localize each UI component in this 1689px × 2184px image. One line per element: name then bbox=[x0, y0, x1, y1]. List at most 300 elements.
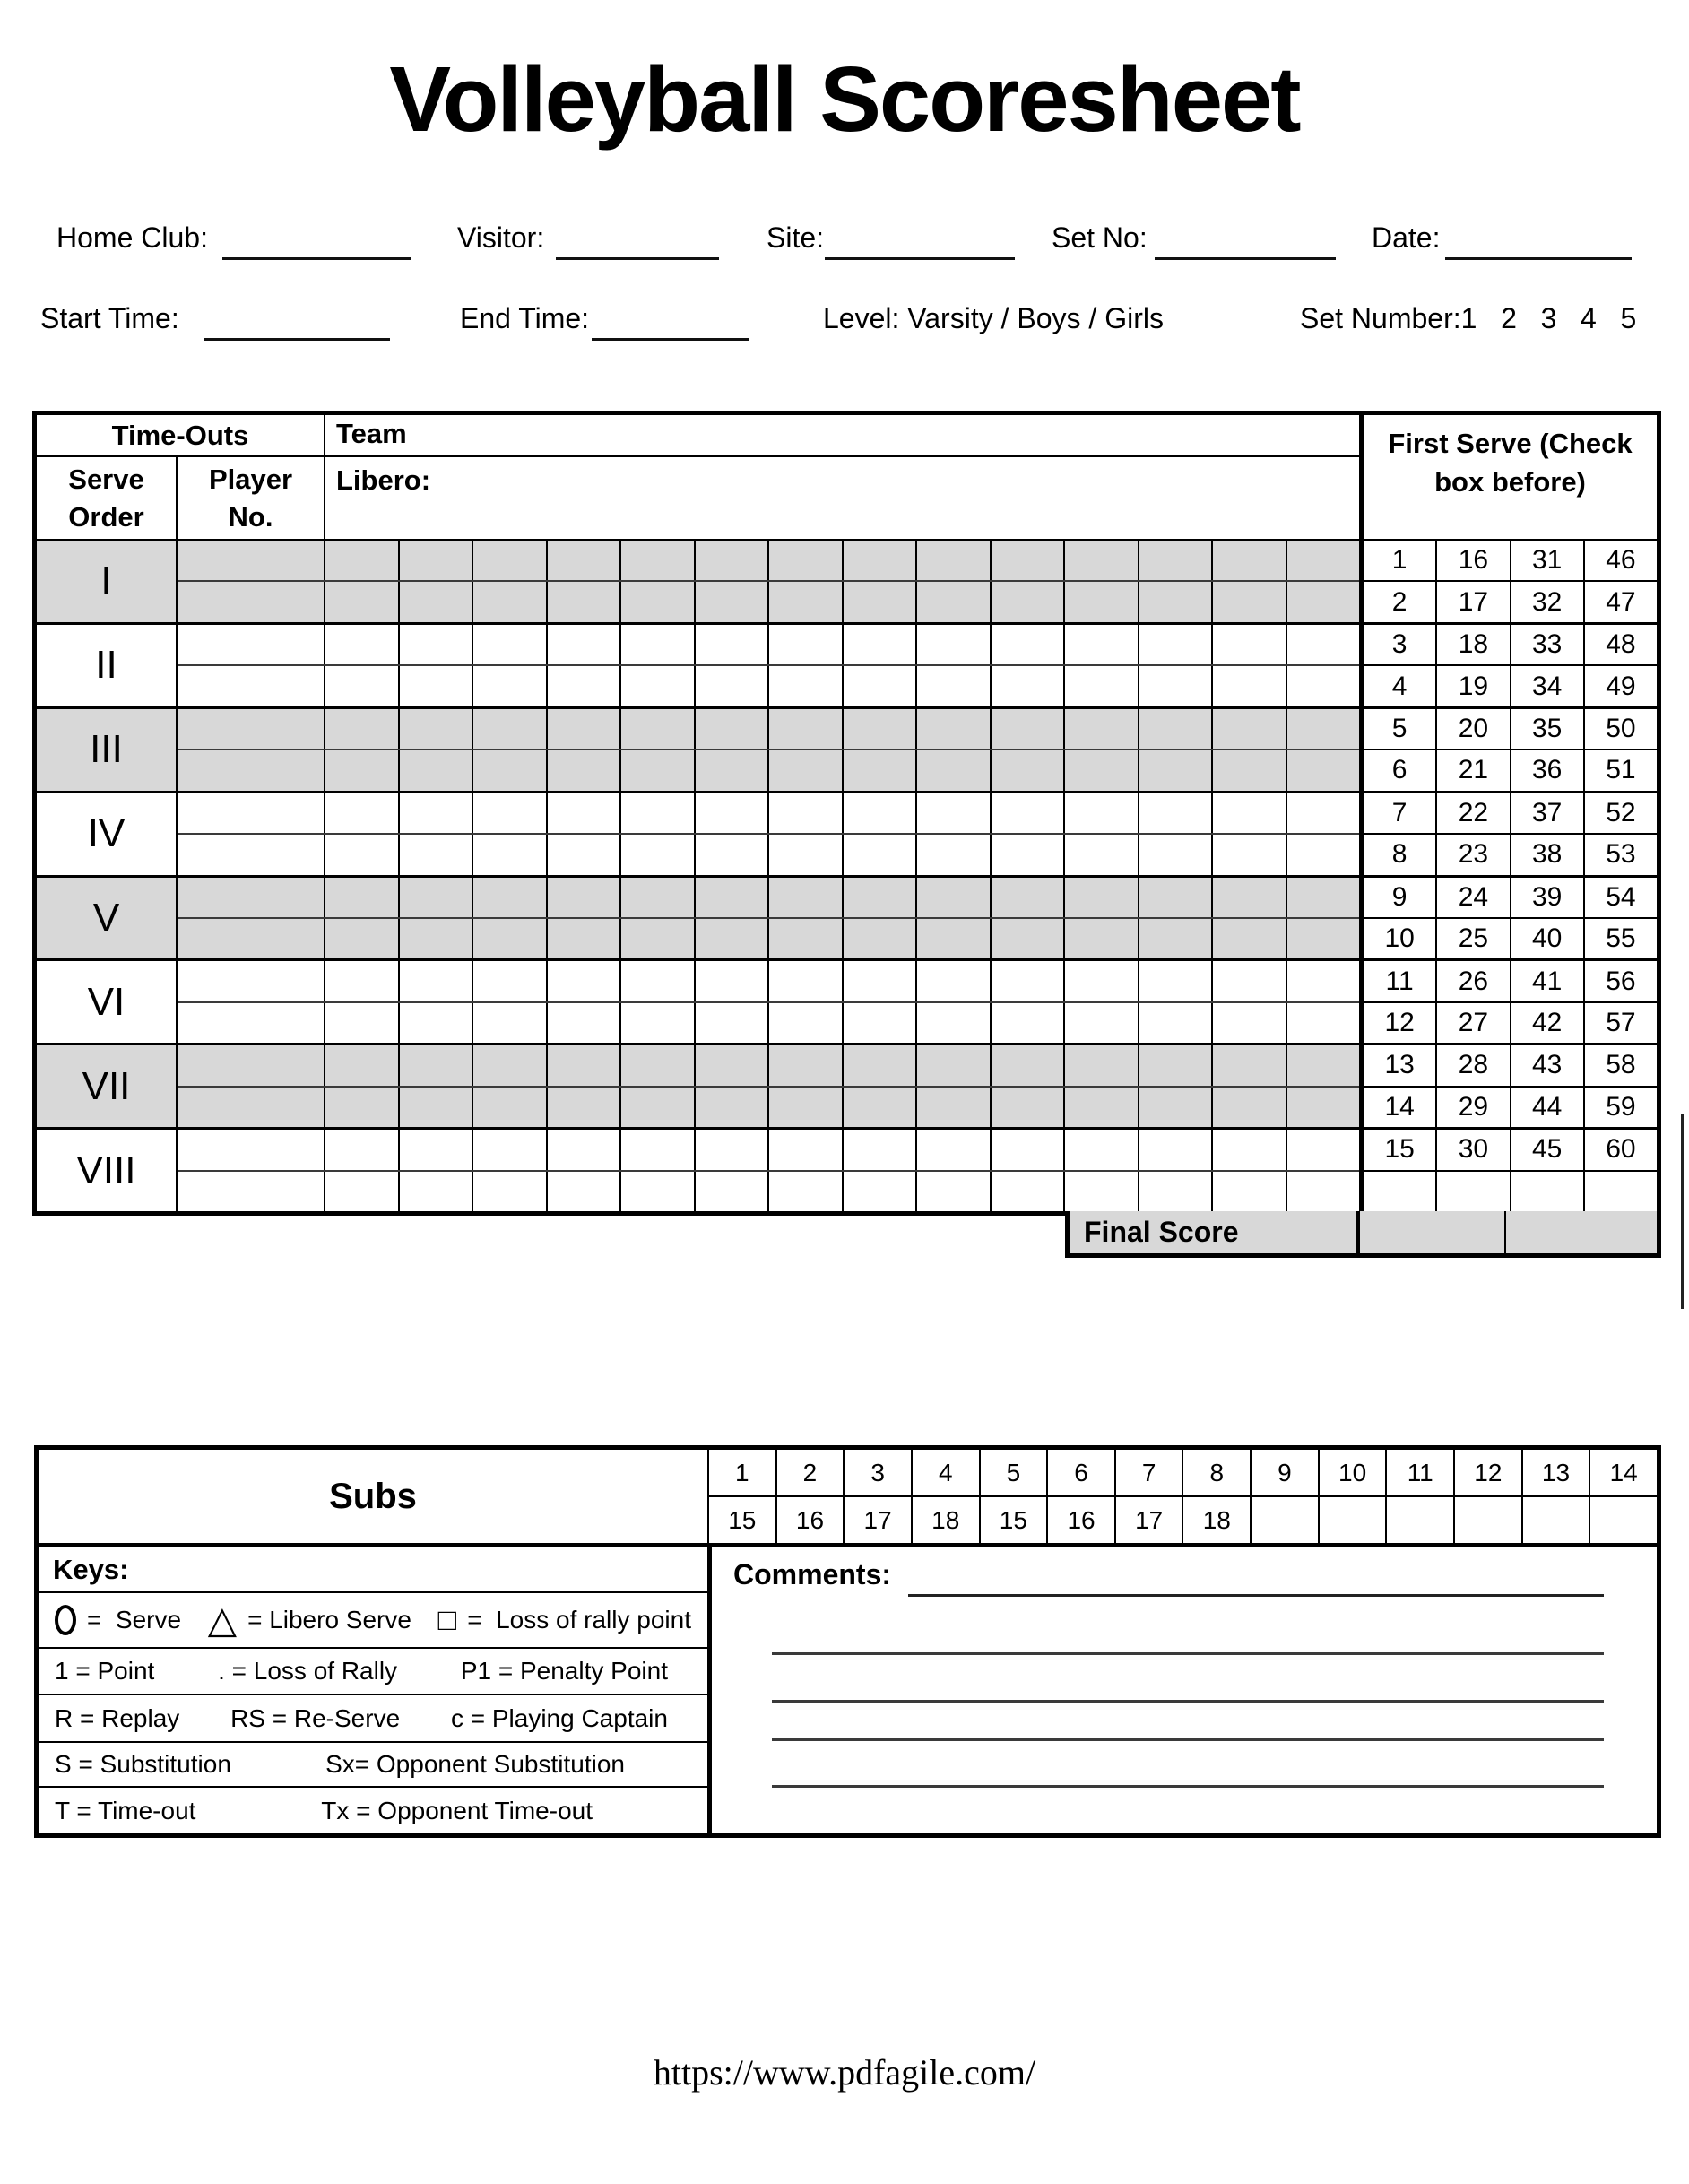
first-serve-number-cell[interactable]: 46 bbox=[1583, 541, 1657, 580]
score-cell[interactable] bbox=[400, 878, 474, 917]
subs-cell[interactable]: 6 bbox=[1048, 1450, 1116, 1495]
score-cell[interactable] bbox=[400, 750, 474, 790]
score-cell[interactable] bbox=[1139, 919, 1214, 958]
score-cell[interactable] bbox=[548, 793, 622, 833]
first-serve-number-cell[interactable]: 52 bbox=[1583, 793, 1657, 833]
first-serve-number-cell[interactable]: 43 bbox=[1510, 1045, 1583, 1085]
first-serve-number-cell[interactable]: 16 bbox=[1435, 541, 1509, 580]
score-cell[interactable] bbox=[992, 835, 1066, 874]
score-cell[interactable] bbox=[400, 541, 474, 580]
score-cell[interactable] bbox=[621, 1003, 696, 1043]
score-cell[interactable] bbox=[473, 793, 548, 833]
score-cell[interactable] bbox=[844, 835, 918, 874]
first-serve-number-cell[interactable]: 37 bbox=[1510, 793, 1583, 833]
score-cell[interactable] bbox=[548, 709, 622, 749]
score-cell[interactable] bbox=[1065, 666, 1139, 706]
score-cell[interactable] bbox=[1287, 1130, 1360, 1169]
score-cell[interactable] bbox=[844, 1045, 918, 1085]
score-cell[interactable] bbox=[1287, 1172, 1360, 1211]
score-cell[interactable] bbox=[1139, 1003, 1214, 1043]
first-serve-number-cell[interactable]: 44 bbox=[1510, 1088, 1583, 1127]
visitor-field-line[interactable] bbox=[556, 257, 719, 260]
subs-cell[interactable] bbox=[1387, 1497, 1455, 1543]
score-cell[interactable] bbox=[1213, 750, 1287, 790]
first-serve-number-cell[interactable]: 35 bbox=[1510, 709, 1583, 749]
player-no-cell[interactable] bbox=[178, 582, 325, 621]
home-club-field-line[interactable] bbox=[222, 257, 411, 260]
score-cell[interactable] bbox=[473, 709, 548, 749]
score-cell[interactable] bbox=[1139, 1088, 1214, 1127]
score-cell[interactable] bbox=[1213, 961, 1287, 1001]
score-cell[interactable] bbox=[1287, 709, 1360, 749]
first-serve-number-cell[interactable]: 30 bbox=[1435, 1130, 1509, 1169]
first-serve-number-cell[interactable]: 57 bbox=[1583, 1003, 1657, 1043]
score-cell[interactable] bbox=[1065, 878, 1139, 917]
start-time-field-line[interactable] bbox=[204, 338, 390, 341]
score-cell[interactable] bbox=[1287, 919, 1360, 958]
first-serve-number-cell[interactable]: 36 bbox=[1510, 750, 1583, 790]
first-serve-number-cell[interactable]: 5 bbox=[1391, 713, 1408, 743]
score-cell[interactable] bbox=[844, 1130, 918, 1169]
player-no-cell[interactable] bbox=[178, 709, 325, 749]
score-cell[interactable] bbox=[769, 625, 844, 664]
score-cell[interactable] bbox=[696, 1003, 770, 1043]
final-score-visitor-cell[interactable] bbox=[1506, 1211, 1657, 1253]
first-serve-number-cell[interactable]: 17 bbox=[1435, 582, 1509, 621]
first-serve-number-cell[interactable]: 18 bbox=[1435, 625, 1509, 664]
score-cell[interactable] bbox=[400, 1172, 474, 1211]
score-cell[interactable] bbox=[844, 919, 918, 958]
score-cell[interactable] bbox=[696, 793, 770, 833]
score-cell[interactable] bbox=[325, 835, 400, 874]
first-serve-number-cell[interactable]: 9 bbox=[1391, 881, 1408, 912]
first-serve-number-cell[interactable]: 31 bbox=[1510, 541, 1583, 580]
score-cell[interactable] bbox=[473, 1003, 548, 1043]
score-cell[interactable] bbox=[1065, 1088, 1139, 1127]
comment-line[interactable] bbox=[772, 1738, 1604, 1741]
subs-cell[interactable]: 13 bbox=[1523, 1450, 1591, 1495]
score-cell[interactable] bbox=[473, 919, 548, 958]
score-cell[interactable] bbox=[621, 1088, 696, 1127]
score-cell[interactable] bbox=[1139, 1130, 1214, 1169]
score-cell[interactable] bbox=[400, 961, 474, 1001]
libero-field[interactable]: Libero: bbox=[336, 464, 431, 496]
date-field-line[interactable] bbox=[1445, 257, 1632, 260]
score-cell[interactable] bbox=[548, 1088, 622, 1127]
score-cell[interactable] bbox=[1139, 835, 1214, 874]
first-serve-number-cell[interactable]: 59 bbox=[1583, 1088, 1657, 1127]
score-cell[interactable] bbox=[548, 919, 622, 958]
score-cell[interactable] bbox=[917, 793, 992, 833]
first-serve-number-cell[interactable]: 45 bbox=[1510, 1130, 1583, 1169]
subs-cell[interactable]: 16 bbox=[777, 1497, 845, 1543]
score-cell[interactable] bbox=[1139, 541, 1214, 580]
score-cell[interactable] bbox=[769, 541, 844, 580]
subs-cell[interactable]: 4 bbox=[913, 1450, 981, 1495]
score-cell[interactable] bbox=[621, 835, 696, 874]
score-cell[interactable] bbox=[917, 541, 992, 580]
score-cell[interactable] bbox=[769, 835, 844, 874]
player-no-cell[interactable] bbox=[178, 750, 325, 790]
score-cell[interactable] bbox=[621, 541, 696, 580]
score-cell[interactable] bbox=[1213, 919, 1287, 958]
score-cell[interactable] bbox=[1287, 835, 1360, 874]
score-cell[interactable] bbox=[769, 1172, 844, 1211]
score-cell[interactable] bbox=[696, 709, 770, 749]
score-cell[interactable] bbox=[1287, 1003, 1360, 1043]
subs-cell[interactable]: 2 bbox=[777, 1450, 845, 1495]
player-no-cell[interactable] bbox=[178, 919, 325, 958]
score-cell[interactable] bbox=[473, 1172, 548, 1211]
score-cell[interactable] bbox=[696, 835, 770, 874]
score-cell[interactable] bbox=[769, 961, 844, 1001]
player-no-cell[interactable] bbox=[178, 666, 325, 706]
score-cell[interactable] bbox=[917, 582, 992, 621]
score-cell[interactable] bbox=[1065, 625, 1139, 664]
score-cell[interactable] bbox=[1287, 878, 1360, 917]
first-serve-number-cell[interactable] bbox=[1435, 1172, 1509, 1211]
score-cell[interactable] bbox=[1213, 625, 1287, 664]
score-cell[interactable] bbox=[325, 793, 400, 833]
final-score-home-cell[interactable] bbox=[1360, 1211, 1506, 1253]
first-serve-number-cell[interactable]: 39 bbox=[1510, 878, 1583, 917]
first-serve-number-cell[interactable]: 53 bbox=[1583, 835, 1657, 874]
player-no-cell[interactable] bbox=[178, 835, 325, 874]
score-cell[interactable] bbox=[917, 835, 992, 874]
score-cell[interactable] bbox=[1287, 541, 1360, 580]
score-cell[interactable] bbox=[769, 1003, 844, 1043]
score-cell[interactable] bbox=[548, 1130, 622, 1169]
score-cell[interactable] bbox=[992, 666, 1066, 706]
player-no-cell[interactable] bbox=[178, 1088, 325, 1127]
score-cell[interactable] bbox=[1065, 541, 1139, 580]
first-serve-number-cell[interactable]: 11 bbox=[1385, 966, 1414, 996]
score-cell[interactable] bbox=[1065, 1172, 1139, 1211]
score-cell[interactable] bbox=[325, 961, 400, 1001]
score-cell[interactable] bbox=[917, 1045, 992, 1085]
score-cell[interactable] bbox=[621, 793, 696, 833]
score-cell[interactable] bbox=[844, 666, 918, 706]
score-cell[interactable] bbox=[548, 878, 622, 917]
score-cell[interactable] bbox=[621, 625, 696, 664]
score-cell[interactable] bbox=[769, 1045, 844, 1085]
player-no-cell[interactable] bbox=[178, 625, 325, 664]
score-cell[interactable] bbox=[992, 541, 1066, 580]
score-cell[interactable] bbox=[1065, 793, 1139, 833]
score-cell[interactable] bbox=[696, 961, 770, 1001]
score-cell[interactable] bbox=[1287, 1088, 1360, 1127]
first-serve-number-cell[interactable]: 21 bbox=[1435, 750, 1509, 790]
score-cell[interactable] bbox=[1213, 709, 1287, 749]
score-cell[interactable] bbox=[473, 625, 548, 664]
score-cell[interactable] bbox=[325, 709, 400, 749]
score-cell[interactable] bbox=[917, 878, 992, 917]
subs-cell[interactable]: 7 bbox=[1116, 1450, 1184, 1495]
subs-cell[interactable]: 12 bbox=[1455, 1450, 1523, 1495]
score-cell[interactable] bbox=[400, 1130, 474, 1169]
first-serve-number-cell[interactable]: 27 bbox=[1435, 1003, 1509, 1043]
score-cell[interactable] bbox=[769, 666, 844, 706]
score-cell[interactable] bbox=[473, 878, 548, 917]
score-cell[interactable] bbox=[400, 919, 474, 958]
score-cell[interactable] bbox=[696, 878, 770, 917]
subs-cell[interactable]: 1 bbox=[709, 1450, 777, 1495]
score-cell[interactable] bbox=[621, 750, 696, 790]
player-no-cell[interactable] bbox=[178, 878, 325, 917]
score-cell[interactable] bbox=[992, 1045, 1066, 1085]
subs-cell[interactable] bbox=[1455, 1497, 1523, 1543]
score-cell[interactable] bbox=[473, 1045, 548, 1085]
score-cell[interactable] bbox=[473, 666, 548, 706]
score-cell[interactable] bbox=[696, 1172, 770, 1211]
score-cell[interactable] bbox=[1213, 1045, 1287, 1085]
first-serve-number-cell[interactable]: 23 bbox=[1435, 835, 1509, 874]
score-cell[interactable] bbox=[769, 709, 844, 749]
score-cell[interactable] bbox=[696, 919, 770, 958]
score-cell[interactable] bbox=[473, 1130, 548, 1169]
score-cell[interactable] bbox=[992, 793, 1066, 833]
score-cell[interactable] bbox=[1287, 1045, 1360, 1085]
score-cell[interactable] bbox=[769, 793, 844, 833]
first-serve-number-cell[interactable]: 54 bbox=[1583, 878, 1657, 917]
score-cell[interactable] bbox=[621, 878, 696, 917]
score-cell[interactable] bbox=[992, 919, 1066, 958]
score-cell[interactable] bbox=[548, 1172, 622, 1211]
score-cell[interactable] bbox=[696, 625, 770, 664]
score-cell[interactable] bbox=[844, 541, 918, 580]
score-cell[interactable] bbox=[548, 1045, 622, 1085]
score-cell[interactable] bbox=[621, 582, 696, 621]
first-serve-number-cell[interactable]: 29 bbox=[1435, 1088, 1509, 1127]
score-cell[interactable] bbox=[1213, 582, 1287, 621]
score-cell[interactable] bbox=[1065, 750, 1139, 790]
player-no-cell[interactable] bbox=[178, 1003, 325, 1043]
score-cell[interactable] bbox=[696, 1130, 770, 1169]
score-cell[interactable] bbox=[325, 919, 400, 958]
score-cell[interactable] bbox=[1287, 750, 1360, 790]
first-serve-number-cell[interactable]: 48 bbox=[1583, 625, 1657, 664]
score-cell[interactable] bbox=[917, 919, 992, 958]
subs-cell[interactable]: 8 bbox=[1183, 1450, 1252, 1495]
subs-cell[interactable]: 11 bbox=[1387, 1450, 1455, 1495]
score-cell[interactable] bbox=[548, 835, 622, 874]
score-cell[interactable] bbox=[1213, 878, 1287, 917]
score-cell[interactable] bbox=[1139, 582, 1214, 621]
score-cell[interactable] bbox=[1213, 835, 1287, 874]
player-no-cell[interactable] bbox=[178, 541, 325, 580]
score-cell[interactable] bbox=[917, 1172, 992, 1211]
score-cell[interactable] bbox=[1139, 709, 1214, 749]
score-cell[interactable] bbox=[1139, 750, 1214, 790]
score-cell[interactable] bbox=[1213, 1088, 1287, 1127]
score-cell[interactable] bbox=[621, 709, 696, 749]
site-field-line[interactable] bbox=[825, 257, 1015, 260]
first-serve-number-cell[interactable]: 47 bbox=[1583, 582, 1657, 621]
score-cell[interactable] bbox=[325, 1130, 400, 1169]
score-cell[interactable] bbox=[621, 1172, 696, 1211]
first-serve-number-cell[interactable]: 3 bbox=[1391, 629, 1408, 660]
first-serve-number-cell[interactable]: 19 bbox=[1435, 666, 1509, 706]
score-cell[interactable] bbox=[1065, 961, 1139, 1001]
player-no-cell[interactable] bbox=[178, 793, 325, 833]
score-cell[interactable] bbox=[696, 1088, 770, 1127]
score-cell[interactable] bbox=[473, 1088, 548, 1127]
score-cell[interactable] bbox=[696, 541, 770, 580]
score-cell[interactable] bbox=[1065, 919, 1139, 958]
subs-cell[interactable]: 17 bbox=[844, 1497, 913, 1543]
score-cell[interactable] bbox=[992, 750, 1066, 790]
score-cell[interactable] bbox=[548, 750, 622, 790]
first-serve-number-cell[interactable]: 33 bbox=[1510, 625, 1583, 664]
score-cell[interactable] bbox=[844, 961, 918, 1001]
score-cell[interactable] bbox=[769, 878, 844, 917]
score-cell[interactable] bbox=[400, 625, 474, 664]
first-serve-number-cell[interactable]: 10 bbox=[1384, 923, 1415, 954]
score-cell[interactable] bbox=[917, 1088, 992, 1127]
first-serve-number-cell[interactable]: 24 bbox=[1435, 878, 1509, 917]
score-cell[interactable] bbox=[400, 835, 474, 874]
first-serve-number-cell[interactable]: 28 bbox=[1435, 1045, 1509, 1085]
set-no-field-line[interactable] bbox=[1155, 257, 1336, 260]
score-cell[interactable] bbox=[548, 1003, 622, 1043]
player-no-cell[interactable] bbox=[178, 1172, 325, 1211]
score-cell[interactable] bbox=[696, 750, 770, 790]
score-cell[interactable] bbox=[1287, 793, 1360, 833]
subs-cell[interactable]: 15 bbox=[709, 1497, 777, 1543]
score-cell[interactable] bbox=[769, 750, 844, 790]
player-no-cell[interactable] bbox=[178, 961, 325, 1001]
score-cell[interactable] bbox=[1065, 835, 1139, 874]
subs-cell[interactable]: 14 bbox=[1609, 1458, 1638, 1486]
subs-cell[interactable]: 9 bbox=[1252, 1450, 1320, 1495]
subs-cell[interactable]: 18 bbox=[913, 1497, 981, 1543]
score-cell[interactable] bbox=[1213, 541, 1287, 580]
score-cell[interactable] bbox=[325, 541, 400, 580]
score-cell[interactable] bbox=[1139, 793, 1214, 833]
first-serve-number-cell[interactable]: 6 bbox=[1391, 755, 1408, 785]
first-serve-number-cell[interactable]: 50 bbox=[1583, 709, 1657, 749]
first-serve-number-cell[interactable]: 12 bbox=[1384, 1008, 1415, 1038]
subs-cell[interactable] bbox=[1320, 1497, 1388, 1543]
score-cell[interactable] bbox=[844, 1088, 918, 1127]
comment-line[interactable] bbox=[908, 1594, 1604, 1597]
score-cell[interactable] bbox=[917, 961, 992, 1001]
score-cell[interactable] bbox=[1213, 793, 1287, 833]
score-cell[interactable] bbox=[917, 709, 992, 749]
score-cell[interactable] bbox=[844, 1003, 918, 1043]
first-serve-number-cell[interactable]: 41 bbox=[1510, 961, 1583, 1001]
subs-cell[interactable]: 10 bbox=[1320, 1450, 1388, 1495]
score-cell[interactable] bbox=[621, 1130, 696, 1169]
subs-cell[interactable]: 17 bbox=[1116, 1497, 1184, 1543]
score-cell[interactable] bbox=[1065, 1045, 1139, 1085]
score-cell[interactable] bbox=[1213, 1172, 1287, 1211]
first-serve-number-cell[interactable]: 56 bbox=[1583, 961, 1657, 1001]
comment-line[interactable] bbox=[772, 1700, 1604, 1703]
score-cell[interactable] bbox=[400, 582, 474, 621]
score-cell[interactable] bbox=[1287, 625, 1360, 664]
score-cell[interactable] bbox=[1213, 1003, 1287, 1043]
first-serve-number-cell[interactable]: 14 bbox=[1384, 1091, 1415, 1122]
score-cell[interactable] bbox=[844, 750, 918, 790]
first-serve-number-cell[interactable]: 42 bbox=[1510, 1003, 1583, 1043]
score-cell[interactable] bbox=[769, 1088, 844, 1127]
score-cell[interactable] bbox=[844, 1172, 918, 1211]
first-serve-number-cell[interactable]: 60 bbox=[1583, 1130, 1657, 1169]
team-name-field[interactable]: Team bbox=[336, 418, 407, 449]
score-cell[interactable] bbox=[400, 1088, 474, 1127]
score-cell[interactable] bbox=[844, 793, 918, 833]
score-cell[interactable] bbox=[844, 878, 918, 917]
score-cell[interactable] bbox=[621, 961, 696, 1001]
first-serve-number-cell[interactable]: 7 bbox=[1391, 797, 1408, 828]
score-cell[interactable] bbox=[548, 582, 622, 621]
first-serve-number-cell[interactable]: 1 bbox=[1391, 545, 1408, 576]
score-cell[interactable] bbox=[992, 582, 1066, 621]
subs-cell[interactable]: 18 bbox=[1183, 1497, 1252, 1543]
score-cell[interactable] bbox=[1287, 582, 1360, 621]
score-cell[interactable] bbox=[400, 709, 474, 749]
score-cell[interactable] bbox=[400, 793, 474, 833]
first-serve-number-cell[interactable]: 20 bbox=[1435, 709, 1509, 749]
score-cell[interactable] bbox=[917, 666, 992, 706]
score-cell[interactable] bbox=[1139, 1045, 1214, 1085]
score-cell[interactable] bbox=[769, 919, 844, 958]
score-cell[interactable] bbox=[844, 625, 918, 664]
first-serve-number-cell[interactable]: 22 bbox=[1435, 793, 1509, 833]
score-cell[interactable] bbox=[1139, 1172, 1214, 1211]
subs-cell[interactable]: 3 bbox=[844, 1450, 913, 1495]
first-serve-number-cell[interactable]: 8 bbox=[1391, 839, 1408, 870]
subs-cell[interactable]: 5 bbox=[981, 1450, 1049, 1495]
score-cell[interactable] bbox=[917, 750, 992, 790]
first-serve-number-cell[interactable]: 49 bbox=[1583, 666, 1657, 706]
score-cell[interactable] bbox=[548, 541, 622, 580]
subs-cell[interactable] bbox=[1523, 1497, 1591, 1543]
first-serve-number-cell[interactable]: 58 bbox=[1583, 1045, 1657, 1085]
score-cell[interactable] bbox=[400, 666, 474, 706]
score-cell[interactable] bbox=[1287, 961, 1360, 1001]
first-serve-number-cell[interactable]: 26 bbox=[1435, 961, 1509, 1001]
score-cell[interactable] bbox=[992, 709, 1066, 749]
score-cell[interactable] bbox=[844, 582, 918, 621]
first-serve-number-cell[interactable]: 4 bbox=[1391, 671, 1408, 701]
score-cell[interactable] bbox=[1213, 666, 1287, 706]
score-cell[interactable] bbox=[992, 1172, 1066, 1211]
score-cell[interactable] bbox=[1065, 709, 1139, 749]
first-serve-number-cell[interactable]: 15 bbox=[1384, 1134, 1415, 1165]
score-cell[interactable] bbox=[325, 1003, 400, 1043]
score-cell[interactable] bbox=[1065, 582, 1139, 621]
first-serve-number-cell[interactable] bbox=[1364, 1172, 1435, 1211]
score-cell[interactable] bbox=[917, 1130, 992, 1169]
score-cell[interactable] bbox=[1139, 878, 1214, 917]
score-cell[interactable] bbox=[473, 835, 548, 874]
score-cell[interactable] bbox=[325, 878, 400, 917]
score-cell[interactable] bbox=[325, 1088, 400, 1127]
score-cell[interactable] bbox=[325, 1045, 400, 1085]
score-cell[interactable] bbox=[696, 582, 770, 621]
subs-cell[interactable]: 15 bbox=[981, 1497, 1049, 1543]
score-cell[interactable] bbox=[992, 625, 1066, 664]
score-cell[interactable] bbox=[400, 1045, 474, 1085]
end-time-field-line[interactable] bbox=[592, 338, 749, 341]
score-cell[interactable] bbox=[1139, 666, 1214, 706]
score-cell[interactable] bbox=[473, 750, 548, 790]
score-cell[interactable] bbox=[621, 1045, 696, 1085]
score-cell[interactable] bbox=[1139, 625, 1214, 664]
score-cell[interactable] bbox=[1213, 1130, 1287, 1169]
